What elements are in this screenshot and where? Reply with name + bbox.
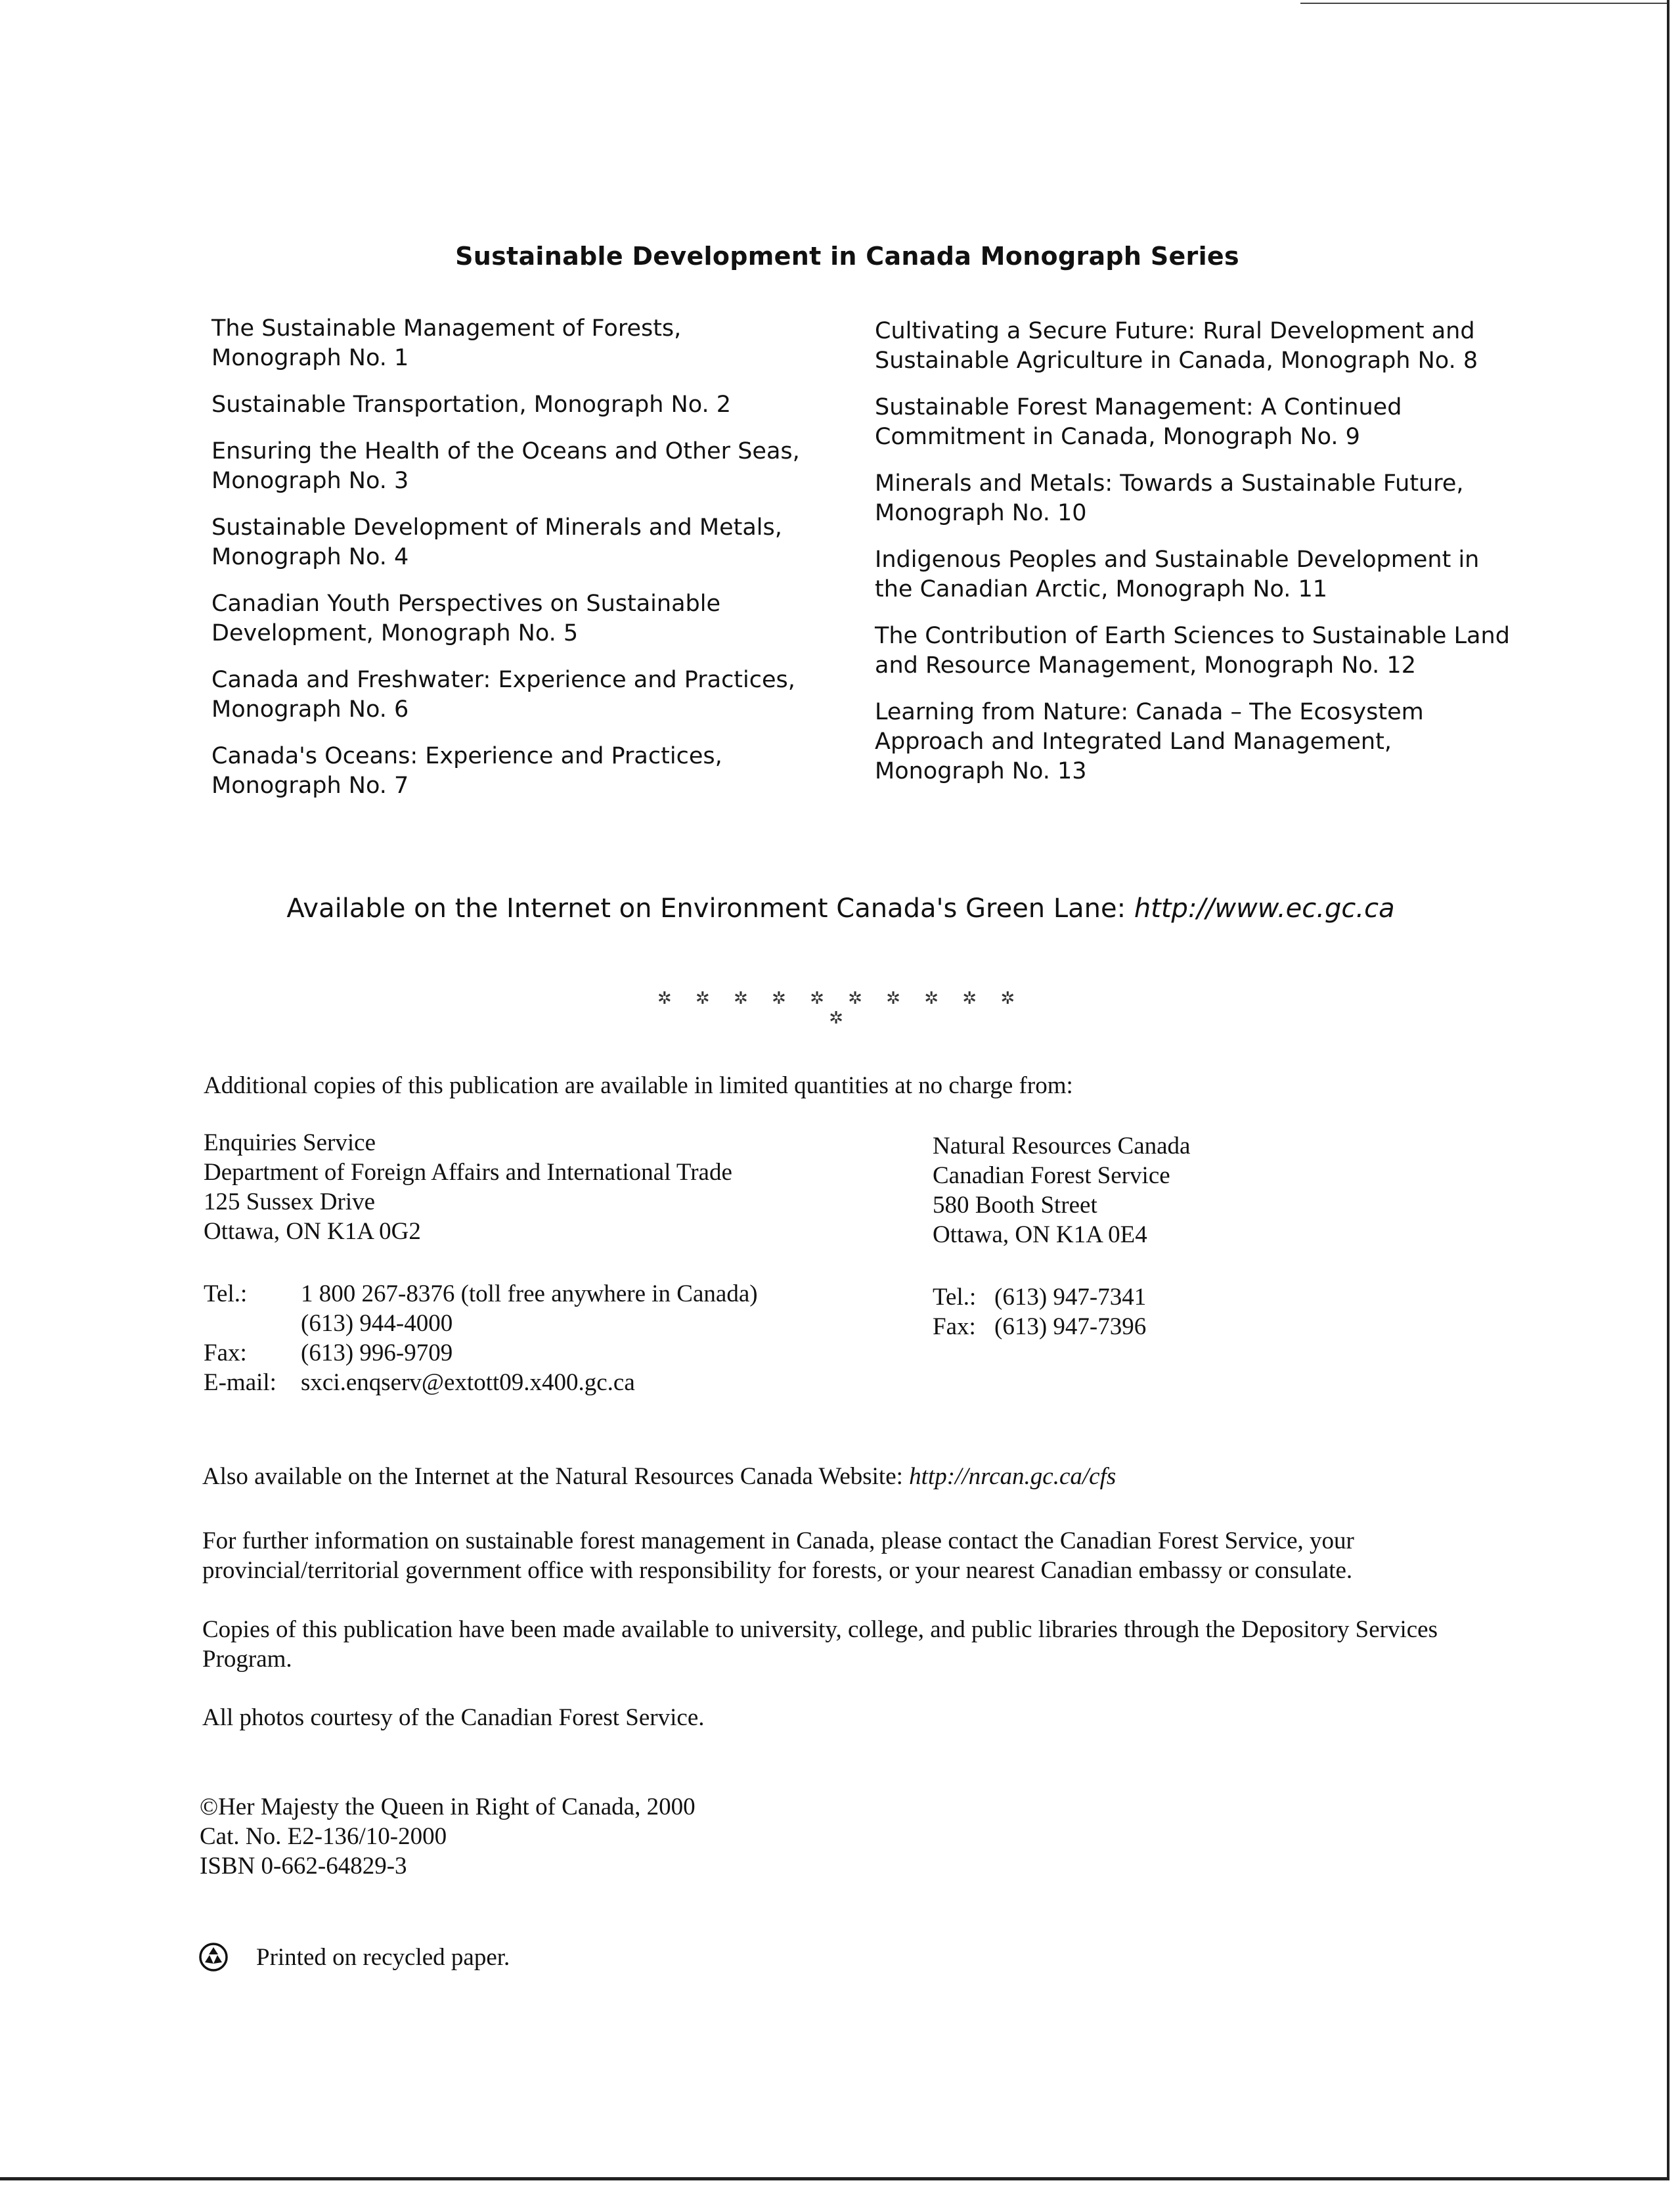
isbn: ISBN 0-662-64829-3	[200, 1853, 407, 1880]
fax-value: (613) 947-7396	[994, 1313, 1147, 1340]
monograph-line: Monograph No. 3	[211, 468, 409, 494]
fax-label: Fax:	[204, 1340, 247, 1366]
address-line: 580 Booth Street	[933, 1192, 1097, 1219]
email-link[interactable]: sxci.enqserv@extott09.x400.gc.ca	[301, 1369, 635, 1396]
monograph-item	[211, 390, 855, 420]
monograph-list-left	[211, 314, 855, 818]
email-label: E-mail:	[204, 1369, 276, 1396]
monograph-line: Monograph No. 4	[211, 544, 409, 570]
tel-label: Tel.:	[933, 1284, 977, 1311]
address-dfait	[204, 1128, 992, 1246]
monograph-line: Monograph No. 7	[211, 773, 409, 799]
monograph-item	[211, 437, 855, 496]
nrcan-url-link[interactable]: http://nrcan.gc.ca/cfs	[909, 1463, 1116, 1490]
contact-nrcan	[933, 1282, 1146, 1342]
tel-value: (613) 944-4000	[301, 1310, 453, 1337]
monograph-line: Approach and Integrated Land Management,	[875, 729, 1392, 755]
monograph-item	[875, 469, 1538, 528]
monograph-item	[211, 314, 855, 373]
tel-row	[204, 1279, 758, 1309]
nrcan-text: Also available on the Internet at the Natural Resources Canada Website:	[202, 1463, 910, 1490]
monograph-line: Canada and Freshwater: Experience and Practices,	[211, 667, 795, 693]
monograph-line: Sustainable Transportation, Monograph No. 2	[211, 392, 732, 418]
recycled-text: Printed on recycled paper.	[256, 1943, 510, 1971]
fax-row	[933, 1312, 1146, 1342]
monograph-line: Cultivating a Secure Future: Rural Development and	[875, 318, 1475, 344]
monograph-line: Sustainable Development of Minerals and Metals,	[211, 514, 782, 541]
monograph-item	[211, 742, 855, 801]
monograph-line: the Canadian Arctic, Monograph No. 11	[875, 576, 1328, 602]
monograph-list-right	[875, 317, 1538, 803]
monograph-line: The Sustainable Management of Forests,	[211, 315, 682, 342]
tel-value: 1 800 267-8376 (toll free anywhere in Canada)	[301, 1280, 758, 1307]
scan-edge-top	[1300, 3, 1668, 4]
fax-label: Fax:	[933, 1313, 976, 1340]
copyright-block	[200, 1792, 988, 1881]
address-line: Department of Foreign Affairs and International Trade	[204, 1159, 732, 1186]
monograph-line: Development, Monograph No. 5	[211, 620, 579, 646]
address-line: Enquiries Service	[204, 1129, 376, 1156]
monograph-line: Monograph No. 13	[875, 758, 1087, 784]
series-title: Sustainable Development in Canada Monograph Series	[455, 242, 1239, 271]
monograph-line: Monograph No. 10	[875, 500, 1087, 526]
monograph-item	[875, 621, 1538, 681]
monograph-line: Sustainable Forest Management: A Continued	[875, 394, 1402, 420]
tel-label: Tel.:	[204, 1280, 248, 1307]
monograph-line: Commitment in Canada, Monograph No. 9	[875, 424, 1360, 450]
monograph-item	[875, 545, 1538, 604]
ec-url-link[interactable]: http://www.ec.gc.ca	[1134, 893, 1395, 924]
photo-credit: All photos courtesy of the Canadian Forest Service.	[202, 1704, 705, 1731]
contact-dfait	[204, 1279, 758, 1397]
monograph-item	[875, 393, 1538, 452]
tel-row	[933, 1282, 1146, 1312]
monograph-item	[211, 589, 855, 648]
further-info-paragraph: For further information on sustainable forest management in Canada, please contact the Canadian Forest Service, your provincial/territorial government office with responsibility for forests, or your nearest Canadian embassy or consulate.	[202, 1527, 1354, 1584]
address-line: Ottawa, ON K1A 0G2	[204, 1218, 421, 1245]
tel-value: (613) 947-7341	[994, 1284, 1147, 1311]
monograph-line: Canada's Oceans: Experience and Practices,	[211, 743, 722, 769]
monograph-line: Ensuring the Health of the Oceans and Other Seas,	[211, 438, 800, 464]
monograph-line: Sustainable Agriculture in Canada, Monograph No. 8	[875, 348, 1478, 374]
fax-row	[204, 1338, 758, 1368]
internet-text: Available on the Internet on Environment Canada's Green Lane:	[286, 893, 1134, 924]
scan-edge-bottom	[0, 2177, 1669, 2180]
tel-row	[204, 1309, 758, 1338]
monograph-item	[211, 513, 855, 572]
scan-edge-right	[1667, 0, 1669, 2178]
address-line: 125 Sussex Drive	[204, 1188, 376, 1215]
monograph-line: Indigenous Peoples and Sustainable Development in	[875, 547, 1480, 573]
monograph-line: Canadian Youth Perspectives on Sustainable	[211, 591, 720, 617]
additional-copies-text: Additional copies of this publication are available in limited quantities at no charge from:	[204, 1072, 1073, 1099]
internet-availability	[197, 893, 1484, 924]
monograph-line: and Resource Management, Monograph No. 12	[875, 652, 1416, 679]
depository-paragraph: Copies of this publication have been made available to university, college, and public libraries through the Depository Services Program.	[202, 1616, 1438, 1673]
monograph-line: Learning from Nature: Canada – The Ecosystem	[875, 699, 1424, 725]
address-line: Natural Resources Canada	[933, 1133, 1191, 1160]
monograph-line: The Contribution of Earth Sciences to Sustainable Land	[875, 623, 1510, 649]
catalogue-number: Cat. No. E2-136/10-2000	[200, 1823, 447, 1850]
monograph-item	[211, 665, 855, 725]
monograph-item	[875, 317, 1538, 376]
fax-value: (613) 996-9709	[301, 1340, 453, 1366]
copyright-line: ©Her Majesty the Queen in Right of Canada, 2000	[200, 1793, 696, 1820]
nrcan-website-text	[202, 1462, 1516, 1491]
address-nrcan	[933, 1131, 1524, 1250]
empty-label	[204, 1309, 301, 1338]
monograph-line: Monograph No. 6	[211, 696, 409, 723]
monograph-line: Minerals and Metals: Towards a Sustainable Future,	[875, 470, 1464, 497]
email-row	[204, 1368, 758, 1397]
recycle-icon	[198, 1942, 229, 1972]
star-separator: ✲ ✲ ✲ ✲ ✲ ✲ ✲ ✲ ✲ ✲ ✲	[657, 989, 1025, 1028]
monograph-line: Monograph No. 1	[211, 345, 409, 371]
address-line: Canadian Forest Service	[933, 1162, 1170, 1189]
address-line: Ottawa, ON K1A 0E4	[933, 1221, 1147, 1248]
monograph-item	[875, 698, 1538, 786]
recycled-note	[198, 1942, 510, 1972]
